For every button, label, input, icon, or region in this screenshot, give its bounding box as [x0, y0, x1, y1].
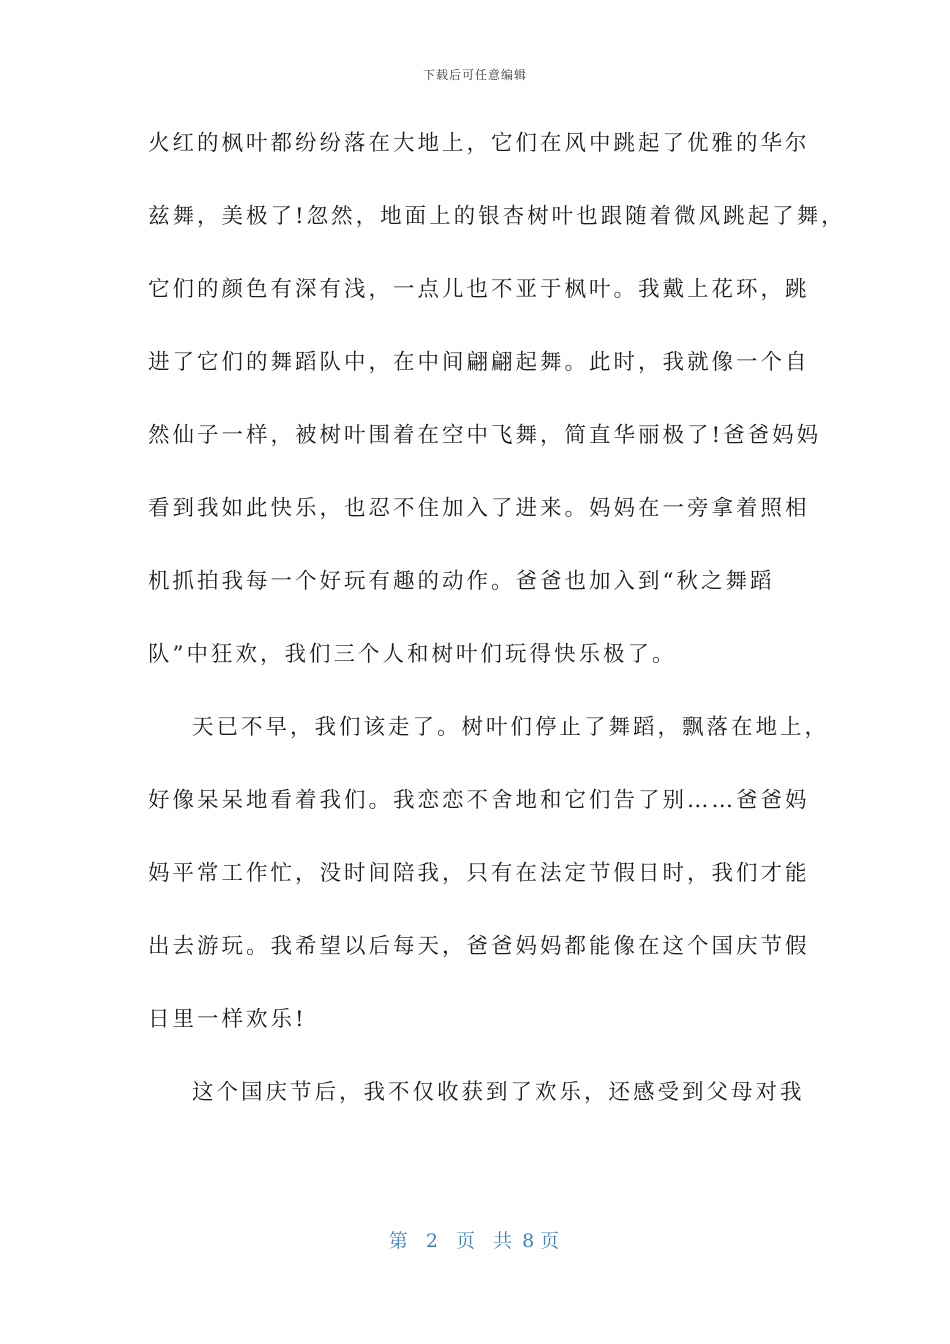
- text-line: 队”中狂欢，我们三个人和树叶们玩得快乐极了。: [148, 642, 677, 667]
- paragraph-start-line: 这个国庆节后，我不仅收获到了欢乐，还感受到父母对我: [192, 1080, 805, 1105]
- text-line: 好像呆呆地看着我们。我恋恋不舍地和它们告了别……爸爸妈: [148, 788, 810, 813]
- footer-label-suffix: 页: [540, 1230, 562, 1252]
- text-line: 出去游玩。我希望以后每天，爸爸妈妈都能像在这个国庆节假: [148, 934, 810, 959]
- text-line: 兹舞，美极了!忽然，地面上的银杏树叶也跟随着微风跳起了舞，: [148, 204, 846, 229]
- page-footer: [0, 1226, 950, 1253]
- text-line: 机抓拍我每一个好玩有趣的动作。爸爸也加入到“秋之舞蹈: [148, 569, 775, 594]
- text-line: 日里一样欢乐!: [148, 1007, 307, 1032]
- text-line: 它们的颜色有深有浅，一点儿也不亚于枫叶。我戴上花环，跳: [148, 277, 810, 302]
- text-line: 火红的枫叶都纷纷落在大地上，它们在风中跳起了优雅的华尔: [148, 131, 810, 156]
- footer-label-total-prefix: 共: [493, 1230, 515, 1252]
- paragraph-start-line: 天已不早，我们该走了。树叶们停止了舞蹈，飘落在地上，: [192, 715, 830, 740]
- document-body: [148, 128, 846, 1150]
- text-line: 然仙子一样，被树叶围着在空中飞舞，简直华丽极了!爸爸妈妈: [148, 423, 822, 448]
- text-line: 妈平常工作忙，没时间陪我，只有在法定节假日时，我们才能: [148, 861, 810, 886]
- footer-label-middle: 页: [456, 1230, 478, 1252]
- total-pages-number: 8: [522, 1230, 537, 1252]
- text-line: 看到我如此快乐，也忍不住加入了进来。妈妈在一旁拿着照相: [148, 496, 810, 521]
- footer-label-prefix: 第: [388, 1230, 410, 1252]
- current-page-number: 2: [425, 1230, 440, 1252]
- page-header: 下载后可任意编辑: [422, 68, 527, 82]
- text-line: 进了它们的舞蹈队中，在中间翩翩起舞。此时，我就像一个自: [148, 350, 810, 375]
